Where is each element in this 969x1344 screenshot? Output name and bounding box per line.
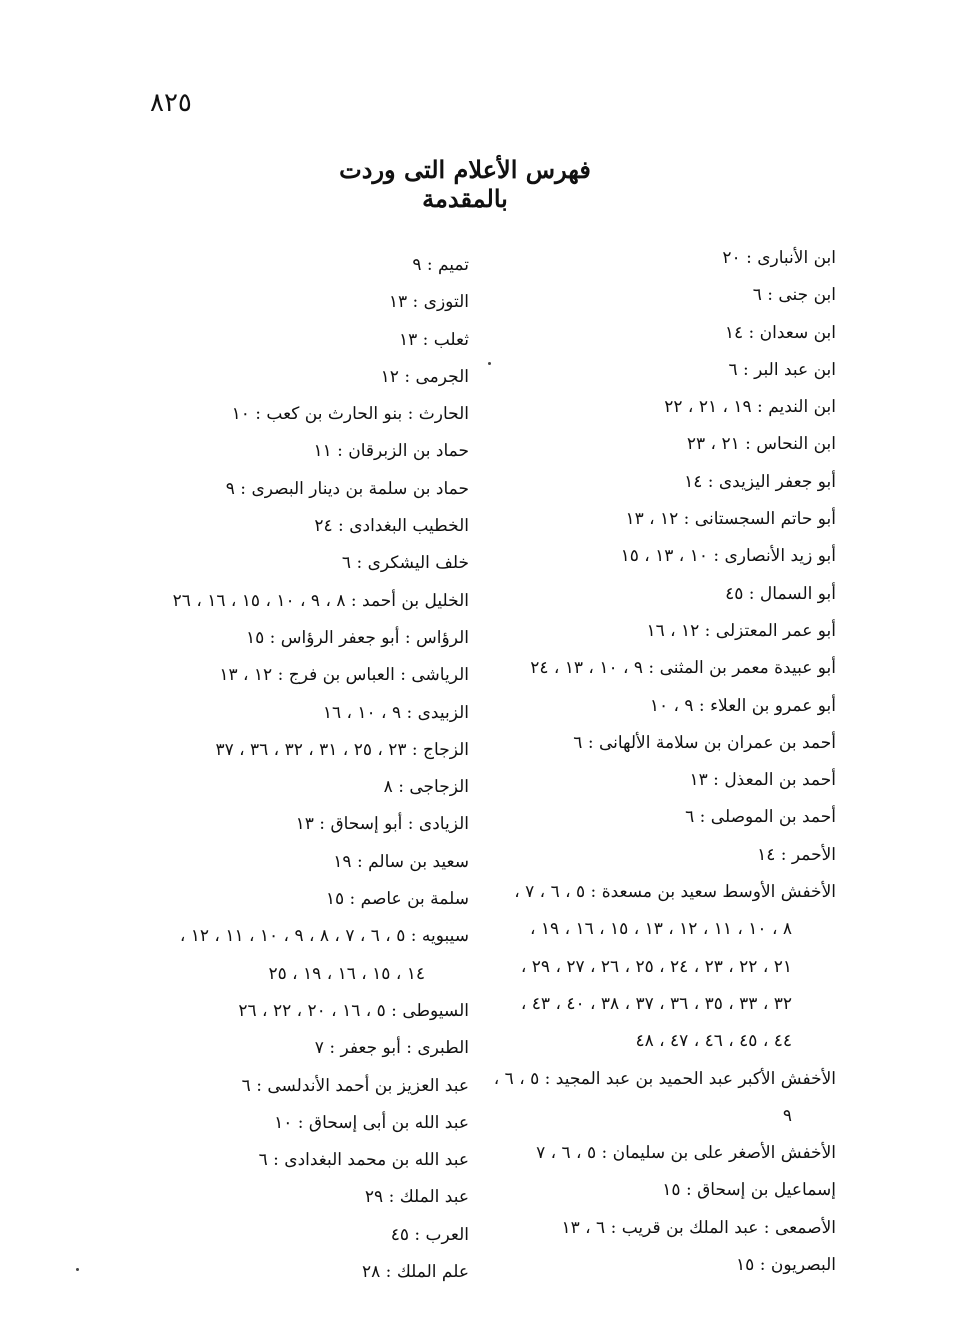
index-entry: ثعلب : ١٣: [398, 329, 469, 350]
index-entry: الزيادى : أبو إسحاق : ١٣: [295, 814, 469, 835]
index-entry: الخطيب البغدادى : ٢٤: [314, 516, 469, 537]
index-entry: عبد الله بن محمد البغدادى : ٦: [258, 1150, 469, 1171]
index-entry: حماد بن سلمة بن دينار البصرى : ٩: [225, 478, 469, 499]
index-entry: البصريون : ١٥: [736, 1255, 836, 1276]
index-entry-continuation: ٨ ، ١٠ ، ١١ ، ١٢ ، ١٣ ، ١٥ ، ١٦ ، ١٩ ،: [530, 919, 792, 940]
index-entry: ابن عبد البر : ٦: [728, 359, 836, 380]
page-number: ٨٢٥: [150, 88, 192, 118]
index-entry: الزجاج : ٢٣ ، ٢٥ ، ٣١ ، ٣٢ ، ٣٦ ، ٣٧: [215, 739, 469, 760]
index-entry: أبو السمال : ٤٥: [725, 583, 836, 604]
index-entry: حماد بن الزبرقان : ١١: [313, 441, 469, 462]
index-entry: الخليل بن أحمد : ٨ ، ٩ ، ١٠ ، ١٥ ، ١٦ ، ٢٦: [172, 590, 469, 611]
index-entry: إسماعيل بن إسحاق : ١٥: [662, 1180, 836, 1201]
index-entry: الأخفش الأكبر عبد الحميد بن عبد المجيد : ٥ ، ٦ ،: [493, 1068, 836, 1089]
index-entry: ابن النحاس : ٢١ ، ٢٣: [686, 434, 836, 455]
index-entry-continuation: ٩: [782, 1105, 792, 1126]
index-entry: خلف اليشكرى : ٦: [341, 553, 469, 574]
scan-speck: [76, 1268, 79, 1271]
index-entry: الرياشى : العباس بن فرج : ١٢ ، ١٣: [219, 665, 469, 686]
index-entry: ابن الأنبارى : ٢٠: [722, 248, 836, 268]
index-entry: عبد الملك : ٢٩: [364, 1187, 469, 1208]
index-entry: أحمد بن المعذل : ١٣: [689, 770, 836, 791]
index-entry: التوزى : ١٣: [388, 292, 469, 313]
index-column-left: [109, 247, 469, 1291]
index-entry: عبد العزيز بن أحمد الأندلسى : ٦: [241, 1075, 469, 1096]
index-entry: الرؤاس : أبو جعفر الرؤاس : ١٥: [245, 627, 469, 648]
index-column-right: [493, 240, 836, 1284]
index-entry: أبو عمر المعتزلى : ١٢ ، ١٦: [646, 620, 836, 641]
index-entry: علم الملك : ٢٨: [362, 1262, 469, 1283]
index-entry: العرب : ٤٥: [390, 1224, 469, 1245]
index-entry: سلمة بن عاصم : ١٥: [325, 889, 469, 910]
index-entry: ابن جنى : ٦: [752, 285, 836, 306]
index-entry: الزجاجى : ٨: [383, 777, 469, 798]
index-entry: الطبرى : أبو جعفر : ٧: [314, 1038, 469, 1059]
index-entry-continuation: ١٤ ، ١٥ ، ١٦ ، ١٩ ، ٢٥: [268, 963, 425, 984]
index-entry: عبد الله بن أبى إسحاق : ١٠: [274, 1112, 469, 1133]
index-entry: الأخفش الأصغر على بن سليمان : ٥ ، ٦ ، ٧: [536, 1143, 836, 1164]
scan-speck: [488, 362, 491, 365]
index-entry: أبو جعفر اليزيدى : ١٤: [684, 471, 836, 492]
index-entry: الأحمر : ١٤: [757, 844, 836, 865]
index-entry: الحارث : بنو الحارث بن كعب : ١٠: [231, 404, 469, 425]
index-entry: أبو عمرو بن العلاء : ٩ ، ١٠: [649, 695, 836, 716]
index-entry: ابن سعدان : ١٤: [724, 322, 836, 343]
page-title: فهرس الأعلام التى وردت بالمقدمة: [339, 155, 591, 213]
index-entry: الزبيدى : ٩ ، ١٠ ، ١٦: [322, 702, 469, 723]
index-entry: أبو حاتم السجستانى : ١٢ ، ١٣: [625, 509, 836, 530]
index-entry: أبو زيد الأنصارى : ١٠ ، ١٣ ، ١٥: [620, 546, 836, 567]
index-entry-continuation: ٤٤ ، ٤٥ ، ٤٦ ، ٤٧ ، ٤٨: [635, 1031, 792, 1052]
index-entry-continuation: ٢١ ، ٢٢ ، ٢٣ ، ٢٤ ، ٢٥ ، ٢٦ ، ٢٧ ، ٢٩ ،: [520, 956, 792, 977]
index-entry: السيوطى : ٥ ، ١٦ ، ٢٠ ، ٢٢ ، ٢٦: [238, 1000, 469, 1021]
index-entry: أحمد بن عمران بن سلامة الألهانى : ٦: [573, 732, 836, 753]
index-entry: أحمد بن الموصلى : ٦: [685, 807, 836, 828]
index-entry: الجرمى : ١٢: [380, 366, 469, 387]
index-entry: سيبويه : ٥ ، ٦ ، ٧ ، ٨ ، ٩ ، ١٠ ، ١١ ، ١٢ ،: [179, 926, 469, 947]
index-entry: الأصمعى : عبد الملك بن قريب : ٦ ، ١٣: [561, 1217, 836, 1238]
index-entry: ابن النديم : ١٩ ، ٢١ ، ٢٢: [664, 397, 836, 418]
index-entry: تميم : ٩: [412, 255, 469, 275]
index-entry-continuation: ٣٢ ، ٣٣ ، ٣٥ ، ٣٦ ، ٣٧ ، ٣٨ ، ٤٠ ، ٤٣ ،: [520, 993, 792, 1014]
index-entry: الأخفش الأوسط سعيد بن مسعدة : ٥ ، ٦ ، ٧ ،: [514, 882, 836, 903]
index-entry: سعيد بن سالم : ١٩: [333, 851, 469, 872]
index-entry: أبو عبيدة معمر بن المثنى : ٩ ، ١٠ ، ١٣ ، ٢٤: [530, 658, 836, 679]
